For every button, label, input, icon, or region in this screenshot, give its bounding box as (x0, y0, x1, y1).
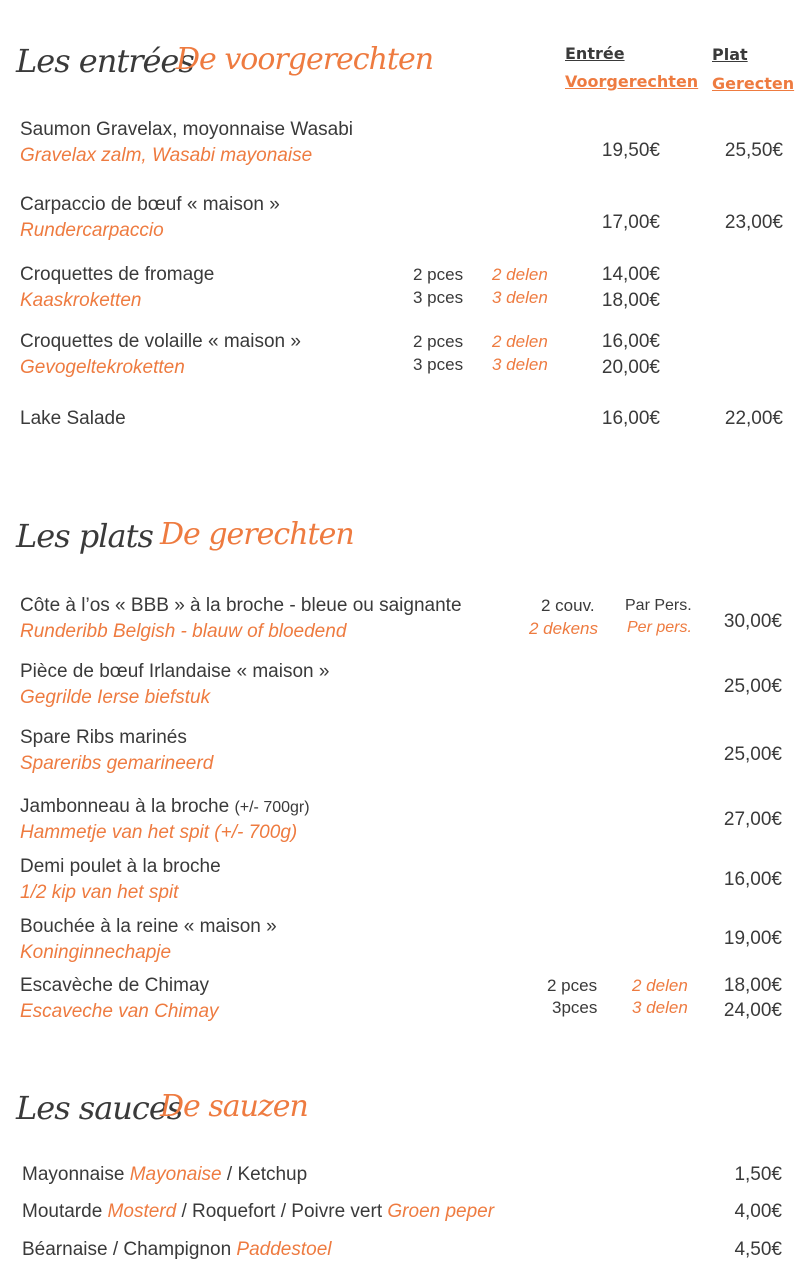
sauce-line (22, 1239, 332, 1261)
menu-item-translation: Hammetje van het spit (+/- 700g) (20, 822, 298, 843)
menu-item-name: Spare Ribs marinés (20, 727, 187, 748)
sauce-fr: Mayonnaise (22, 1164, 130, 1185)
qty-nl: 3 delen (632, 998, 688, 1017)
sauce-nl: Mayonaise (129, 1164, 222, 1185)
sauce-nl: Groen peper (387, 1201, 495, 1222)
pers-fr: Par Pers. (625, 597, 692, 614)
qty-fr: 3 pces (413, 355, 464, 374)
couv-fr: 2 couv. (541, 596, 595, 615)
weight-note: (+/- 700gr) (234, 799, 310, 816)
menu-item-translation: Spareribs gemarineerd (20, 753, 214, 774)
price: 16,00€ (723, 869, 782, 890)
col-plat-fr: Plat (712, 45, 748, 64)
sauce-fr: / Ketchup (221, 1164, 308, 1185)
sauce-price: 1,50€ (734, 1164, 782, 1185)
price: 18,00€ (723, 975, 782, 996)
menu-item-translation: Escaveche van Chimay (20, 1001, 219, 1022)
menu-item-name: Lake Salade (20, 408, 126, 429)
price-entree: 14,00€ (601, 264, 660, 285)
price: 25,00€ (723, 744, 782, 765)
plats-title-nl: De gerechten (160, 517, 354, 552)
pers-nl: Per pers. (627, 619, 692, 636)
price-entree: 18,00€ (601, 290, 660, 311)
menu-item-name: Pièce de bœuf Irlandaise « maison » (20, 661, 330, 682)
menu-item-translation: Gegrilde Ierse biefstuk (20, 687, 211, 708)
col-entree-fr: Entrée (565, 44, 625, 63)
qty-nl: 2 delen (492, 332, 548, 351)
price: 19,00€ (723, 928, 782, 949)
price: 24,00€ (723, 1000, 782, 1021)
qty-fr: 3 pces (413, 288, 464, 307)
menu-item-translation: Runderibb Belgish - blauw of bloedend (20, 621, 347, 642)
menu-item-translation: Kaaskroketten (20, 290, 142, 311)
price: 27,00€ (723, 809, 782, 830)
qty-nl: 2 delen (492, 265, 548, 284)
price-entree: 16,00€ (601, 331, 660, 352)
sauce-line (22, 1164, 307, 1186)
sauce-nl: Mosterd (107, 1201, 177, 1222)
entrees-title-fr: Les entrées (16, 42, 194, 80)
price-entree: 17,00€ (601, 212, 660, 233)
price-entree: 20,00€ (601, 357, 660, 378)
menu-item-name: Carpaccio de bœuf « maison » (20, 194, 280, 215)
menu-item-translation: Gevogeltekroketten (20, 357, 185, 378)
qty-fr: 3pces (552, 998, 598, 1017)
sauce-line (22, 1201, 494, 1223)
sauce-fr: Moutarde (22, 1201, 108, 1222)
couv-nl: 2 dekens (529, 619, 598, 638)
menu-item-name: Croquettes de volaille « maison » (20, 331, 301, 352)
menu-item-translation: 1/2 kip van het spit (20, 882, 179, 903)
menu-item-translation: Gravelax zalm, Wasabi mayonaise (20, 145, 313, 166)
menu-item-name: Bouchée à la reine « maison » (20, 916, 277, 937)
price-plat: 22,00€ (724, 408, 783, 429)
qty-fr: 2 pces (413, 332, 464, 351)
menu-item-translation: Koninginnechapje (20, 942, 172, 963)
menu-item-name: Côte à l’os « BBB » à la broche - bleue ou saignante (20, 595, 462, 616)
menu-item-translation: Rundercarpaccio (20, 220, 164, 241)
menu-item-name (20, 796, 310, 818)
sauces-title-fr: Les sauces (16, 1089, 183, 1127)
qty-fr: 2 pces (547, 976, 598, 995)
sauce-price: 4,00€ (734, 1201, 782, 1222)
price-plat: 25,50€ (724, 140, 783, 161)
sauces-title-nl: De sauzen (160, 1089, 308, 1124)
plats-title-fr: Les plats (16, 517, 153, 555)
sauce-fr: / Roquefort / Poivre vert (176, 1201, 388, 1222)
qty-fr: 2 pces (413, 265, 464, 284)
price-plat: 23,00€ (724, 212, 783, 233)
menu-item-name-text: Jambonneau à la broche (20, 796, 230, 817)
menu-item-name: Escavèche de Chimay (20, 975, 210, 996)
sauce-fr: Béarnaise / Champignon (22, 1239, 237, 1260)
price: 25,00€ (723, 676, 782, 697)
entrees-title-nl: De voorgerechten (176, 42, 434, 77)
price: 30,00€ (723, 611, 782, 632)
menu-item-name: Croquettes de fromage (20, 264, 215, 285)
price-entree: 19,50€ (601, 140, 660, 161)
col-entree-nl: Voorgerechten (565, 72, 699, 91)
sauce-nl: Paddestoel (236, 1239, 332, 1260)
menu-item-name: Saumon Gravelax, moyonnaise Wasabi (20, 119, 354, 140)
qty-nl: 2 delen (632, 976, 688, 995)
qty-nl: 3 delen (492, 355, 548, 374)
price-entree: 16,00€ (601, 408, 660, 429)
sauce-price: 4,50€ (734, 1239, 782, 1260)
col-plat-nl: Gerecten (712, 74, 795, 93)
qty-nl: 3 delen (492, 288, 548, 307)
menu-item-name: Demi poulet à la broche (20, 856, 221, 877)
